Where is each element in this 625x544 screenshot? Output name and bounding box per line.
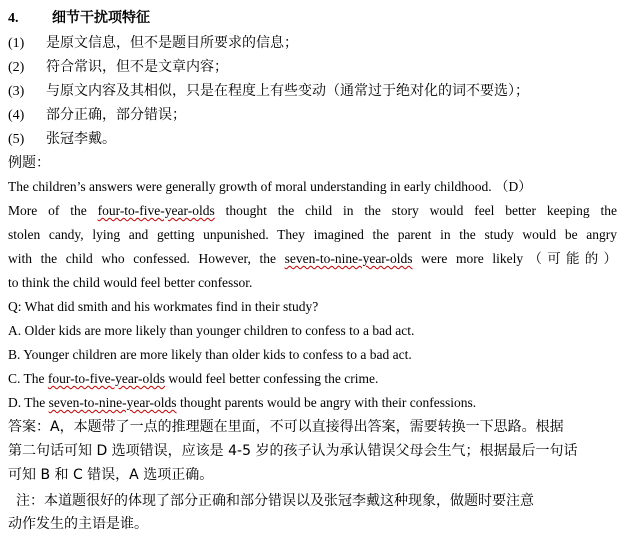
passage-line-3: stolen candy, lying and getting unpunished. They imagined the parent in the study would be angry <box>8 227 617 242</box>
list-item <box>8 81 617 102</box>
passage-text: with the child who confessed. However, the <box>8 251 285 266</box>
section-heading <box>8 8 617 29</box>
passage-line-1: The children’s answers were generally growth of moral understanding in early childhood. （D） <box>8 179 532 194</box>
example-label: 例题： <box>8 155 50 171</box>
list-item-number: (2) <box>8 60 25 75</box>
list-item-text: 部分正确，部分错误； <box>46 107 186 123</box>
note-line-1: 注：本道题很好的体现了部分正确和部分错误以及张冠李戴这种现象，做题时要注意 <box>16 493 534 509</box>
passage-text: thought the child in the story would feel better keeping the <box>214 203 617 218</box>
option-text: C. The <box>8 371 48 386</box>
list-item-text: 张冠李戴。 <box>46 131 116 147</box>
passage-line-5: to think the child would feel better confessor. <box>8 275 253 290</box>
underlined-phrase: four-to-five-year-olds <box>47 371 166 386</box>
list-item-text: 与原文内容及其相似，只是在程度上有些变动（通常过于绝对化的词不要选）； <box>46 83 529 99</box>
underlined-phrase: seven-to-nine-year-olds <box>48 395 177 410</box>
answer-line-1: 答案：A，本题带了一点的推理题在里面，不可以直接得出答案，需要转换一下思路。根据 <box>8 419 564 435</box>
option-a: A. Older kids are more likely than younger children to confess to a bad act. <box>8 323 415 338</box>
option-b: B. Younger children are more likely than older kids to confess to a bad act. <box>8 347 412 362</box>
passage-text: More of the <box>8 203 98 218</box>
heading-number: 4. <box>8 11 19 26</box>
list-item <box>8 129 617 150</box>
list-item-number: (4) <box>8 108 25 123</box>
list-item <box>8 57 617 78</box>
underlined-phrase: seven-to-nine-year-olds <box>284 251 413 266</box>
list-item <box>8 33 617 54</box>
option-text: thought parents would be angry with their confessions. <box>176 395 477 410</box>
list-item <box>8 105 617 126</box>
list-item-text: 是原文信息，但不是题目所要求的信息； <box>46 35 298 51</box>
answer-line-2: 第二句话可知 D 选项错误，应该是 4-5 岁的孩子认为承认错误父母会生气；根据最后一句话 <box>8 443 578 459</box>
list-item-number: (3) <box>8 84 25 99</box>
underlined-phrase: four-to-five-year-olds <box>97 203 215 218</box>
list-item-number: (1) <box>8 36 25 51</box>
option-c <box>8 369 617 389</box>
heading-title: 细节干扰项特征 <box>52 10 150 26</box>
list-item-text: 符合常识，但不是文章内容； <box>46 59 228 75</box>
passage-text: were more likely（可能的） <box>412 251 617 266</box>
passage-line-2 <box>8 201 617 221</box>
option-text: D. The <box>8 395 49 410</box>
passage-line-4 <box>8 249 617 269</box>
list-item-number: (5) <box>8 132 25 147</box>
option-d <box>8 393 617 413</box>
answer-line-3: 可知 B 和 C 错误，A 选项正确。 <box>8 467 214 483</box>
note-line-2: 动作发生的主语是谁。 <box>8 516 148 532</box>
question-text: Q: What did smith and his workmates find in their study? <box>8 299 319 314</box>
option-text: would feel better confessing the crime. <box>165 371 379 386</box>
